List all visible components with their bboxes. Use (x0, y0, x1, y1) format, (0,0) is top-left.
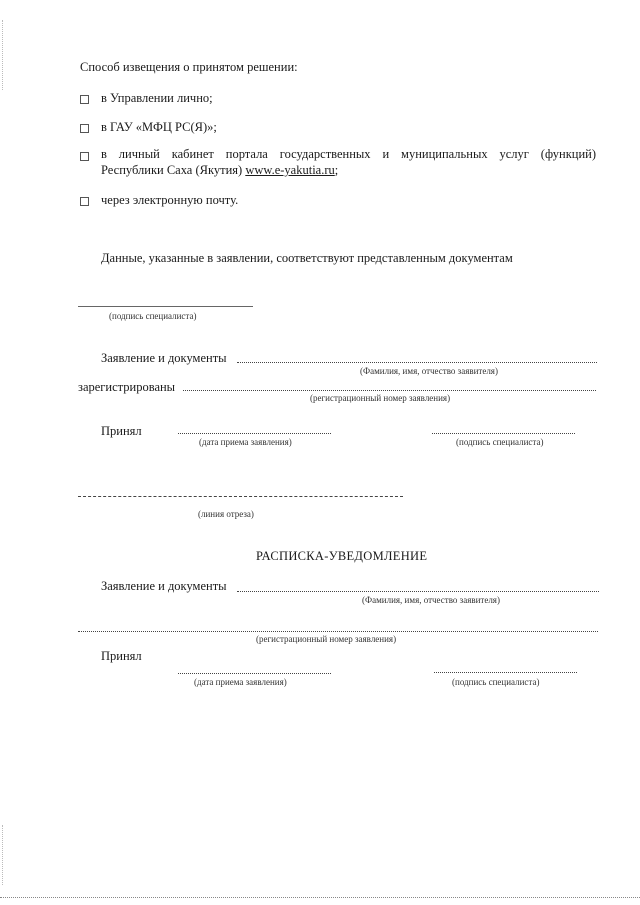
confirmation-statement: Данные, указанные в заявлении, соответствуют представленным документам (101, 251, 513, 265)
registration-number-line[interactable] (183, 390, 596, 391)
cut-line (78, 496, 403, 497)
option-label-in-person: в Управлении лично; (101, 91, 213, 105)
option-checkbox-in-person[interactable] (80, 95, 89, 104)
option-checkbox-email[interactable] (80, 197, 89, 206)
applicant-name-line[interactable] (237, 362, 597, 363)
receipt-applicant-name-line[interactable] (237, 591, 599, 592)
portal-region-text: Республики Саха (Якутия) (101, 163, 246, 177)
receipt-specialist-signature-caption: (подпись специалиста) (452, 677, 540, 687)
accepted-label: Принял (101, 424, 142, 438)
portal-semicolon: ; (334, 163, 339, 177)
cut-line-caption: (линия отреза) (198, 509, 254, 519)
option-label-portal-line2 (101, 163, 338, 178)
receipt-acceptance-date-line[interactable] (178, 673, 331, 674)
specialist-signature-line[interactable] (432, 433, 575, 434)
option-label-email: через электронную почту. (101, 193, 239, 207)
acceptance-date-line[interactable] (178, 433, 331, 434)
option-checkbox-mfc[interactable] (80, 124, 89, 133)
option-label-mfc: в ГАУ «МФЦ РС(Я)»; (101, 120, 217, 134)
receipt-specialist-signature-line[interactable] (434, 672, 577, 673)
scan-edge-mark-bottom (2, 825, 4, 885)
registration-docs-label: Заявление и документы (101, 351, 227, 365)
receipt-title: РАСПИСКА-УВЕДОМЛЕНИЕ (256, 549, 428, 563)
acceptance-date-caption: (дата приема заявления) (199, 437, 292, 447)
specialist-signature-caption-top: (подпись специалиста) (109, 311, 197, 321)
receipt-accepted-label: Принял (101, 649, 142, 663)
registered-label: зарегистрированы (78, 380, 176, 394)
notification-heading: Способ извещения о принятом решении: (80, 60, 298, 74)
receipt-docs-label: Заявление и документы (101, 579, 227, 593)
receipt-registration-number-line[interactable] (78, 631, 598, 632)
specialist-signature-line-top[interactable] (78, 306, 253, 307)
portal-link[interactable]: www.e-yakutia.ru (245, 163, 335, 177)
receipt-acceptance-date-caption: (дата приема заявления) (194, 677, 287, 687)
registration-number-caption: (регистрационный номер заявления) (310, 393, 451, 403)
receipt-registration-number-caption: (регистрационный номер заявления) (256, 634, 397, 644)
option-checkbox-portal[interactable] (80, 152, 89, 161)
page-bottom-edge (0, 897, 640, 898)
receipt-applicant-name-caption: (Фамилия, имя, отчество заявителя) (362, 595, 500, 605)
applicant-name-caption: (Фамилия, имя, отчество заявителя) (360, 366, 498, 376)
option-label-portal: в личный кабинет портала государственных и муниципальных услуг (функций) (101, 147, 596, 161)
scan-edge-mark-top (2, 20, 4, 90)
specialist-signature-caption: (подпись специалиста) (456, 437, 544, 447)
